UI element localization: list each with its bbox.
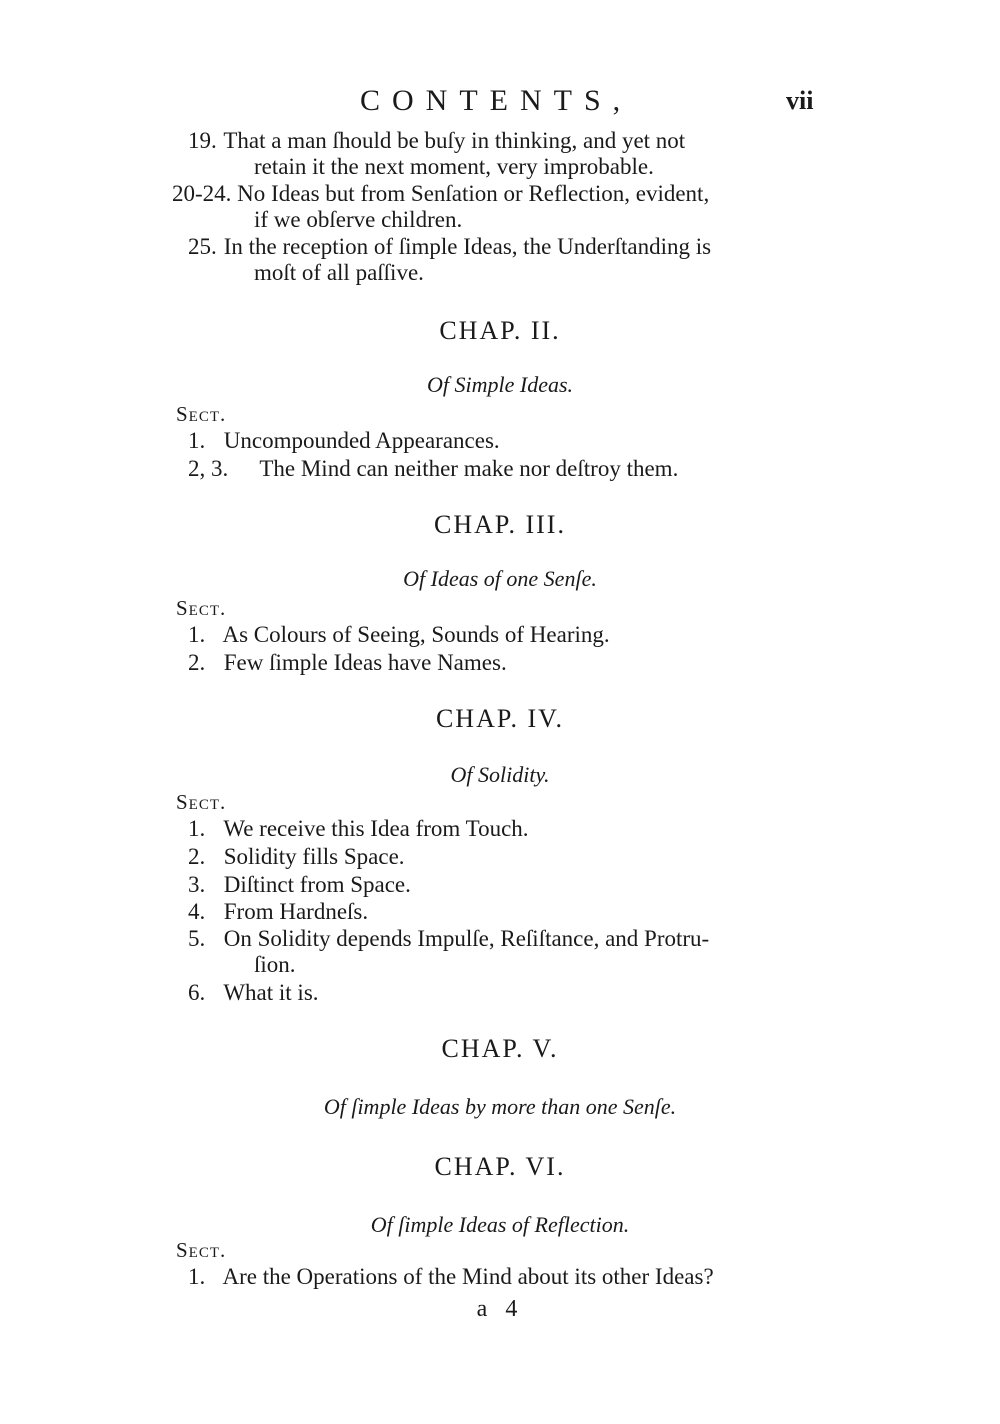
chapter-2-subtitle: Of Simple Ideas. bbox=[426, 372, 574, 397]
running-header bbox=[0, 84, 1000, 124]
item-number: 1. bbox=[188, 428, 206, 453]
chapter-4-item-3 bbox=[188, 872, 838, 898]
chapter-4-title: CHAP. IV. bbox=[435, 704, 565, 733]
chapter-2-item-1 bbox=[188, 428, 838, 454]
entry-19 bbox=[188, 128, 838, 180]
header-title: CONTENTS, bbox=[360, 84, 633, 117]
page-number: vii bbox=[786, 86, 814, 115]
chapter-3-subtitle: Of Ideas of one Senſe. bbox=[403, 566, 597, 591]
chapter-4-item-2 bbox=[188, 844, 838, 870]
item-text: The Mind can neither make nor deſtroy them. bbox=[259, 456, 679, 481]
item-text: Uncompounded Appearances. bbox=[223, 428, 500, 453]
chapter-6-sect-label: Sect. bbox=[176, 1238, 227, 1262]
entry-20-24 bbox=[172, 181, 822, 233]
item-number: 6. bbox=[188, 980, 206, 1005]
entry-number: 20-24. bbox=[172, 181, 232, 206]
item-number: 1. bbox=[188, 622, 206, 647]
entry-number: 25. bbox=[188, 234, 217, 259]
item-number: 2, 3. bbox=[188, 456, 229, 481]
chapter-4-item-5 bbox=[188, 926, 838, 978]
item-text: Solidity fills Space. bbox=[223, 844, 405, 869]
item-text: What it is. bbox=[223, 980, 319, 1005]
chapter-4-subtitle: Of Solidity. bbox=[450, 762, 550, 787]
item-number: 4. bbox=[188, 899, 206, 924]
item-number: 1. bbox=[188, 1264, 206, 1289]
item-text: As Colours of Seeing, Sounds of Hearing. bbox=[222, 622, 610, 647]
chapter-4-item-6 bbox=[188, 980, 838, 1006]
item-number: 2. bbox=[188, 844, 206, 869]
chapter-6-subtitle: Of ſimple Ideas of Reflection. bbox=[370, 1212, 630, 1237]
chapter-4-sect-label: Sect. bbox=[176, 790, 227, 814]
chapter-6-title: CHAP. VI. bbox=[434, 1152, 566, 1181]
entry-text-continued: retain it the next moment, very improbable. bbox=[254, 154, 654, 179]
entry-number: 19. bbox=[188, 128, 217, 153]
item-text: Diſtinct from Space. bbox=[223, 872, 411, 897]
chapter-5-title: CHAP. V. bbox=[441, 1034, 559, 1063]
entry-text: In the reception of ſimple Ideas, the Underſtanding is bbox=[223, 234, 712, 259]
item-text-continued: ſion. bbox=[254, 952, 296, 977]
item-text: From Hardneſs. bbox=[223, 899, 369, 924]
chapter-3-item-1 bbox=[188, 622, 838, 648]
entry-text-continued: moſt of all paſſive. bbox=[254, 260, 424, 285]
signature-mark: a 4 bbox=[476, 1296, 524, 1322]
chapter-6-item-1 bbox=[188, 1264, 838, 1290]
item-text: On Solidity depends Impulſe, Reſiſtance, and Protru- bbox=[223, 926, 710, 951]
chapter-4-item-4 bbox=[188, 899, 838, 925]
chapter-2-sect-label: Sect. bbox=[176, 402, 227, 426]
entry-text: No Ideas but from Senſation or Reflection, evident, bbox=[237, 181, 710, 206]
chapter-4-item-1 bbox=[188, 816, 838, 842]
item-text: Are the Operations of the Mind about its other Ideas? bbox=[222, 1264, 714, 1289]
chapter-3-sect-label: Sect. bbox=[176, 596, 227, 620]
chapter-2-title: CHAP. II. bbox=[439, 316, 561, 345]
entry-text-continued: if we obſerve children. bbox=[254, 207, 463, 232]
item-number: 3. bbox=[188, 872, 206, 897]
item-text: Few ſimple Ideas have Names. bbox=[223, 650, 507, 675]
entry-text: That a man ſhould be buſy in thinking, and yet not bbox=[223, 128, 686, 153]
chapter-5-subtitle: Of ſimple Ideas by more than one Senſe. bbox=[323, 1094, 677, 1119]
item-text: We receive this Idea from Touch. bbox=[223, 816, 529, 841]
entry-25 bbox=[188, 234, 838, 286]
chapter-2-item-2 bbox=[188, 456, 838, 482]
item-number: 5. bbox=[188, 926, 206, 951]
chapter-3-item-2 bbox=[188, 650, 838, 676]
chapter-3-title: CHAP. III. bbox=[434, 510, 566, 539]
item-number: 1. bbox=[188, 816, 206, 841]
item-number: 2. bbox=[188, 650, 206, 675]
